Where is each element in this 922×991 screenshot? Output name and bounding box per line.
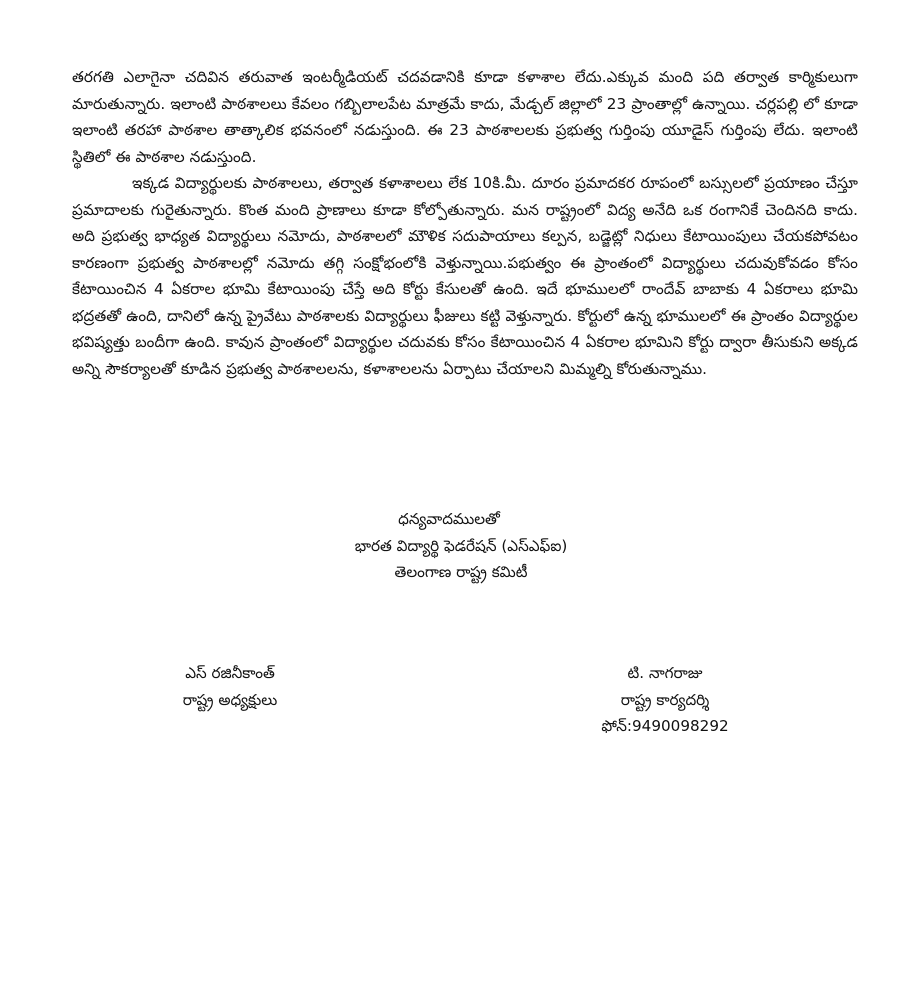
closing-thanks: ధన్యవాదములతో <box>398 510 500 528</box>
letter-body <box>72 64 858 382</box>
closing-block <box>0 506 922 586</box>
signatory-right-name: టి. నాగరాజు <box>627 664 703 682</box>
closing-committee: తెలంగాణ రాష్ట్ర కమిటీ <box>394 563 528 581</box>
signatory-right-title: రాష్ట్ర కార్యదర్శి <box>620 690 710 709</box>
signatory-left-name: ఎస్ రజినీకాంత్ <box>185 664 275 682</box>
paragraph-2: ఇక్కడ విద్యార్థులకు పాఠశాలలు, తర్వాత కళాశాలలు లేక 10కి.మీ. దూరం ప్రమాదకర రూపంలో బస్సులలో ప్రయాణం చేస్తూ ప్రమాదాలకు గురైతున్నారు. కొంత మంది ప్రాణాలు కూడా కోల్పోతున్నారు. మన రాష్ట్రంలో విద్య అనేది ఒక రంగానికే చెందినది కాదు. అది ప్రభుత్వ భాధ్యత విద్యార్థులు నమోదు, పాఠశాలలో మౌళిక సదుపాయాలు కల్పన, బడ్జెట్లో నిధులు కేటాయింపులు చేయకపోవటం కారణంగా ప్రభుత్వ పాఠశాలల్లో నమోదు తగ్గి సంక్షోభంలోకి వెళ్తున్నాయి.పభుత్వం ఈ ప్రాంతంలో విద్యార్థులు చదువుకోవడం కోసం కేటాయించిన 4 ఏకరాల భూమి కేటాయింపు చేస్తే అది కోర్టు కేసులతో ఉంది. ఇదే భూములలో రాందేవ్ బాబాకు 4 ఏకరాలు భూమి భద్రతతో ఉంది, దానిలో ఉన్న ప్రైవేటు పాఠశాలకు విద్యార్థులు ఫీజులు కట్టి వెళ్తున్నారు. కోర్టులో ఉన్న భూములలో ఈ ప్రాంతం విద్యార్థుల భవిష్యత్తు బందీగా ఉంది. కావున ప్రాంతంలో విద్యార్థుల చదువకు కోసం కేటాయించిన 4 ఏకరాల భూమిని కోర్టు ద్వారా తీసుకుని అక్కడ అన్ని సౌకర్యాలతో కూడిన ప్రభుత్వ పాఠశాలలను, కళాశాలలను ఏర్పాటు చేయాలని మిమ్మల్ని కోరుతున్నాము. <box>72 174 858 378</box>
signatory-left-title: రాష్ట్ర అధ్యక్షులు <box>182 690 278 709</box>
signatory-right-phone: ఫోన్:9490098292 <box>601 717 729 735</box>
paragraph-1: తరగతి ఎలాగైనా చదివిన తరువాత ఇంటర్మీడియట్ చదవడానికి కూడా కళాశాల లేదు.ఎక్కువ మంది పది తర్వాత కార్మికులుగా మారుతున్నారు. ఇలాంటి పాఠశాలలు కేవలం గబ్బిలాలపేట మాత్రమే కాదు, మేడ్చల్ జిల్లాలో 23 ప్రాంతాల్లో ఉన్నాయి. చర్లపల్లి లో కూడా ఇలాంటి తరహా పాఠశాల తాత్కాలిక భవనంలో నడుస్తుంది. ఈ 23 పాఠశాలలకు ప్రభుత్వ గుర్తింపు యూడైస్ గుర్తింపు లేదు. ఇలాంటి స్థితిలో ఈ పాఠశాల నడుస్తుంది. <box>72 68 858 166</box>
signatory-left <box>140 660 320 713</box>
signatory-right <box>570 660 760 740</box>
closing-organization: భారత విద్యార్థి ఫెడరేషన్ (ఎస్ఎఫ్ఐ) <box>354 536 568 555</box>
